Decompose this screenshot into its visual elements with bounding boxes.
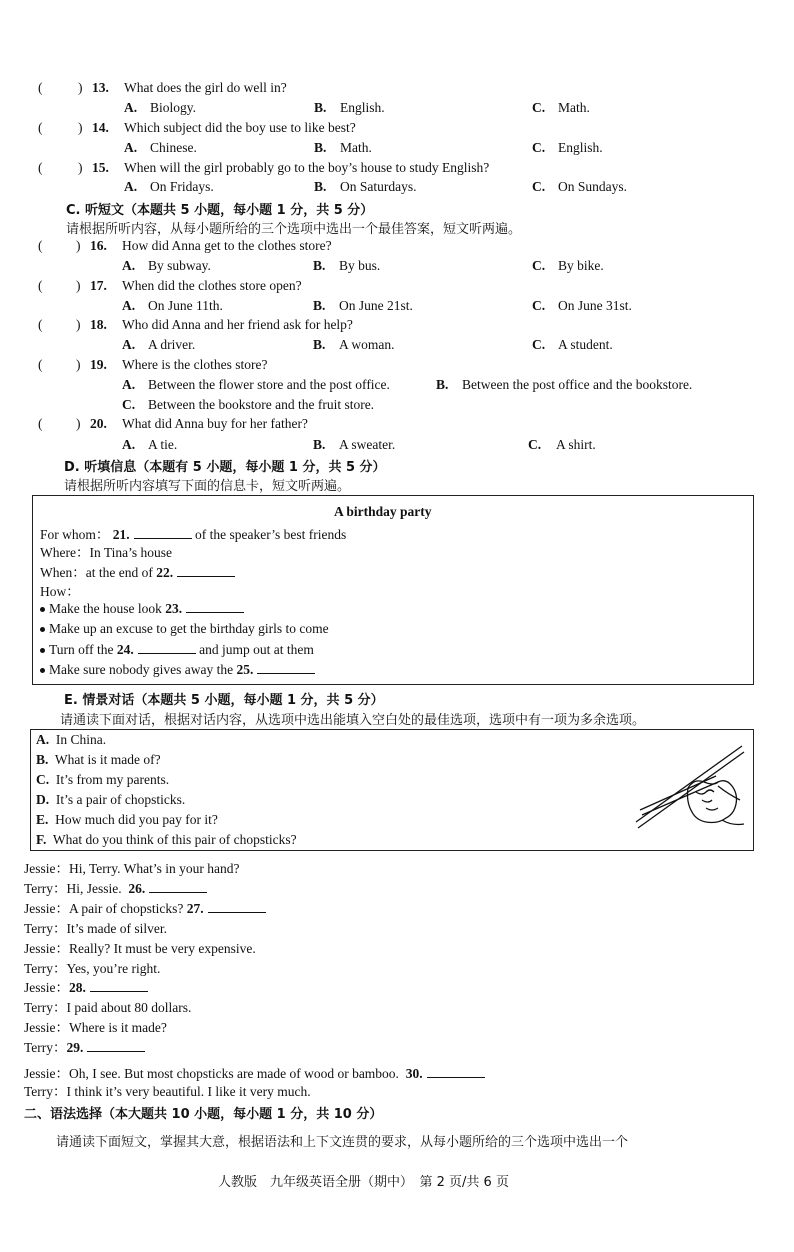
- question-text: Which subject did the boy use to like best?: [124, 120, 356, 135]
- option-b: On Saturdays.: [340, 179, 417, 194]
- option-c: Between the bookstore and the fruit store.: [148, 397, 375, 412]
- paren-open: (: [38, 357, 43, 372]
- option-letter: A.: [122, 437, 136, 452]
- bullet-icon: [40, 668, 45, 673]
- blank-number: 26.: [128, 881, 146, 896]
- option-a: Chinese.: [150, 140, 197, 155]
- question-text: What does the girl do well in?: [124, 80, 287, 95]
- paren-open: (: [38, 238, 43, 253]
- paren-close: ): [76, 317, 81, 332]
- speaker: Terry：: [24, 1084, 67, 1099]
- line-text: Hi, Terry. What’s in your hand?: [69, 861, 240, 876]
- line-text: Really? It must be very expensive.: [69, 941, 256, 956]
- option-b: Between the post office and the bookstore.: [462, 377, 693, 392]
- info-row-where: Where：In Tina’s house: [40, 545, 172, 560]
- option-letter: B.: [314, 179, 327, 194]
- question-number: 16.: [90, 238, 107, 253]
- option-a: Between the flower store and the post office.: [148, 377, 390, 392]
- line-text: I paid about 80 dollars.: [66, 1000, 192, 1015]
- bullet-icon: [40, 648, 45, 653]
- question-text: When will the girl probably go to the boy’s house to study English?: [124, 160, 490, 175]
- section-2-title: 二、语法选择（本大题共 10 小题，每小题 1 分，共 10 分）: [24, 1107, 383, 1122]
- option-item: [36, 732, 106, 748]
- blank-number: 22.: [156, 565, 174, 580]
- speaker: Terry：: [24, 1000, 67, 1015]
- line-text: Where is it made?: [69, 1020, 167, 1035]
- option-letter: C.: [532, 258, 546, 273]
- option-a: Biology.: [150, 100, 197, 115]
- blank-number: 21.: [112, 527, 130, 542]
- text: Make the house look: [49, 601, 162, 616]
- paren-open: (: [38, 317, 43, 332]
- question-text: Where is the clothes store?: [122, 357, 268, 372]
- dialogue-line: [24, 996, 191, 1016]
- option-text: In China.: [55, 732, 107, 747]
- paren-open: (: [38, 416, 43, 431]
- option-b: Math.: [340, 140, 372, 155]
- info-row-for-whom: [40, 523, 346, 543]
- section-c-title: C. 听短文（本题共 5 小题，每小题 1 分，共 5 分）: [66, 203, 374, 218]
- line-text: Oh, I see. But most chopsticks are made of wood or bamboo.: [69, 1066, 399, 1081]
- how-bullet-1: [40, 600, 244, 617]
- paren-close: ): [76, 357, 81, 372]
- option-c: On June 31st.: [558, 298, 632, 313]
- text: Make sure nobody gives away the: [49, 662, 234, 677]
- option-letter: C.: [532, 140, 546, 155]
- option-letter: C.: [532, 337, 546, 352]
- option-c: A shirt.: [556, 437, 596, 452]
- page-footer: 人教版 九年级英语全册（期中） 第 2 页/共 6 页: [218, 1175, 509, 1190]
- blank-number: 30.: [405, 1066, 423, 1081]
- option-letter: B.: [313, 337, 326, 352]
- section-2-instruction: 请通读下面短文，掌握其大意，根据语法和上下文连贯的要求，从每小题所给的三个选项中选出一个: [56, 1135, 629, 1150]
- answer-blank-24[interactable]: [138, 641, 196, 654]
- blank-number: 29.: [66, 1040, 84, 1055]
- dialogue-line: [24, 897, 266, 917]
- speaker: Jessie：: [24, 1020, 69, 1035]
- speaker: Jessie：: [24, 901, 69, 916]
- info-row-when: [40, 561, 235, 581]
- text: Turn off the: [49, 642, 114, 657]
- option-letter: B.: [313, 437, 326, 452]
- speaker: Terry：: [24, 961, 67, 976]
- section-c-instruction: 请根据所听内容，从每小题所给的三个选项中选出一个最佳答案，短文听两遍。: [66, 222, 522, 237]
- option-a: On June 11th.: [148, 298, 223, 313]
- paren-close: ): [76, 238, 81, 253]
- how-bullet-3: [40, 641, 314, 658]
- option-letter: A.: [124, 140, 138, 155]
- option-c: Math.: [558, 100, 590, 115]
- option-letter: B.: [436, 377, 449, 392]
- option-letter: C.: [528, 437, 542, 452]
- option-item: [36, 772, 169, 788]
- option-c: A student.: [558, 337, 613, 352]
- option-text: It’s from my parents.: [55, 772, 170, 787]
- section-e-title: E. 情景对话（本题共 5 小题，每小题 1 分，共 5 分）: [64, 693, 384, 708]
- option-c: By bike.: [558, 258, 604, 273]
- info-row-how: How：: [40, 584, 80, 599]
- option-b: English.: [340, 100, 385, 115]
- answer-blank-22[interactable]: [177, 564, 235, 577]
- option-b: By bus.: [339, 258, 381, 273]
- option-letter: A.: [122, 337, 136, 352]
- label: For whom：: [40, 527, 110, 542]
- option-a: On Fridays.: [150, 179, 214, 194]
- label: When：at the end of: [40, 565, 153, 580]
- question-number: 17.: [90, 278, 107, 293]
- option-letter: A.: [36, 732, 50, 747]
- dialogue-line: [24, 877, 207, 897]
- text: and jump out at them: [199, 642, 314, 657]
- line-text: A pair of chopsticks?: [69, 901, 184, 916]
- option-c: On Sundays.: [558, 179, 628, 194]
- option-letter: B.: [314, 140, 327, 155]
- paren-close: ): [76, 416, 81, 431]
- dialogue-line: [24, 1016, 167, 1036]
- option-text: What do you think of this pair of chopsticks?: [52, 832, 297, 847]
- how-bullet-4: [40, 661, 315, 678]
- dialogue-line: [24, 1080, 311, 1100]
- speaker: Terry：: [24, 881, 67, 896]
- option-a: A driver.: [148, 337, 196, 352]
- speaker: Jessie：: [24, 1066, 69, 1081]
- option-letter: C.: [532, 179, 546, 194]
- option-letter: B.: [313, 298, 326, 313]
- question-number: 14.: [92, 120, 109, 135]
- speaker: Jessie：: [24, 941, 69, 956]
- dialogue-line: [24, 1036, 145, 1056]
- bullet-icon: [40, 607, 45, 612]
- dialogue-line: [24, 937, 256, 957]
- speaker: Jessie：: [24, 980, 69, 995]
- option-b: A woman.: [339, 337, 395, 352]
- question-number: 20.: [90, 416, 107, 431]
- line-text: Hi, Jessie.: [66, 881, 122, 896]
- option-letter: A.: [124, 179, 138, 194]
- section-e-instruction: 请通读下面对话，根据对话内容，从选项中选出能填入空白处的最佳选项，选项中有一项为多余选项。: [60, 713, 646, 728]
- blank-number: 27.: [186, 901, 204, 916]
- question-text: What did Anna buy for her father?: [122, 416, 308, 431]
- line-text: I think it’s very beautiful. I like it very much.: [66, 1084, 311, 1099]
- question-number: 15.: [92, 160, 109, 175]
- blank-number: 25.: [236, 662, 254, 677]
- question-number: 19.: [90, 357, 107, 372]
- question-number: 18.: [90, 317, 107, 332]
- paren-close: ): [78, 80, 83, 95]
- line-text: It’s made of silver.: [66, 921, 168, 936]
- paren-open: (: [38, 278, 43, 293]
- option-a: A tie.: [148, 437, 178, 452]
- option-letter: A.: [122, 298, 136, 313]
- option-a: By subway.: [148, 258, 211, 273]
- paren-close: ): [76, 278, 81, 293]
- blank-number: 28.: [69, 980, 86, 995]
- option-letter: C.: [122, 397, 136, 412]
- section-d-title: D. 听填信息（本题有 5 小题，每小题 1 分，共 5 分）: [64, 460, 386, 475]
- bullet-icon: [40, 627, 45, 632]
- line-text: Yes, you’re right.: [66, 961, 161, 976]
- answer-blank-21[interactable]: [134, 526, 192, 539]
- option-item: [36, 792, 185, 808]
- dialogue-line: [24, 976, 148, 996]
- blank-number: 24.: [116, 642, 134, 657]
- answer-blank-26[interactable]: [149, 880, 207, 893]
- question-text: When did the clothes store open?: [122, 278, 302, 293]
- option-item: [36, 832, 297, 848]
- answer-blank-23[interactable]: [186, 600, 244, 613]
- option-item: [36, 752, 161, 768]
- question-text: How did Anna get to the clothes store?: [122, 238, 332, 253]
- option-letter: A.: [124, 100, 138, 115]
- dialogue-line: [24, 857, 240, 877]
- text: of the speaker’s best friends: [195, 527, 347, 542]
- answer-blank-30[interactable]: [427, 1065, 485, 1078]
- option-text: What is it made of?: [54, 752, 161, 767]
- dialogue-line: [24, 917, 167, 937]
- section-d-instruction: 请根据所听内容填写下面的信息卡，短文听两遍。: [64, 479, 351, 494]
- speaker: Terry：: [24, 1040, 67, 1055]
- speaker: Jessie：: [24, 861, 69, 876]
- question-text: Who did Anna and her friend ask for help?: [122, 317, 353, 332]
- paren-open: (: [38, 120, 43, 135]
- info-card-title: A birthday party: [334, 504, 432, 519]
- paren-close: ): [78, 160, 83, 175]
- option-letter: C.: [36, 772, 50, 787]
- option-item: [36, 812, 218, 828]
- speaker: Terry：: [24, 921, 67, 936]
- blank-number: 23.: [165, 601, 183, 616]
- option-text: It’s a pair of chopsticks.: [55, 792, 186, 807]
- dialogue-line: [24, 957, 160, 977]
- answer-blank-27[interactable]: [208, 900, 266, 913]
- paren-open: (: [38, 80, 43, 95]
- option-letter: C.: [532, 298, 546, 313]
- option-b: On June 21st.: [339, 298, 413, 313]
- option-b: A sweater.: [339, 437, 396, 452]
- paren-open: (: [38, 160, 43, 175]
- option-letter: B.: [314, 100, 327, 115]
- text: Make up an excuse to get the birthday girls to come: [49, 621, 329, 636]
- option-c: English.: [558, 140, 603, 155]
- option-letter: A.: [122, 377, 136, 392]
- option-letter: A.: [122, 258, 136, 273]
- option-text: How much did you pay for it?: [55, 812, 218, 827]
- question-number: 13.: [92, 80, 109, 95]
- answer-blank-25[interactable]: [257, 661, 315, 674]
- option-letter: D.: [36, 792, 50, 807]
- dialogue-line: [24, 1062, 485, 1082]
- option-letter: B.: [313, 258, 326, 273]
- answer-blank-29[interactable]: [87, 1039, 145, 1052]
- option-letter: F.: [36, 832, 47, 847]
- how-bullet-2: [40, 621, 329, 637]
- answer-blank-28[interactable]: [90, 979, 148, 992]
- option-letter: E.: [36, 812, 49, 827]
- option-letter: B.: [36, 752, 49, 767]
- option-letter: C.: [532, 100, 546, 115]
- paren-close: ): [78, 120, 83, 135]
- chopsticks-hand-illustration: [630, 740, 748, 832]
